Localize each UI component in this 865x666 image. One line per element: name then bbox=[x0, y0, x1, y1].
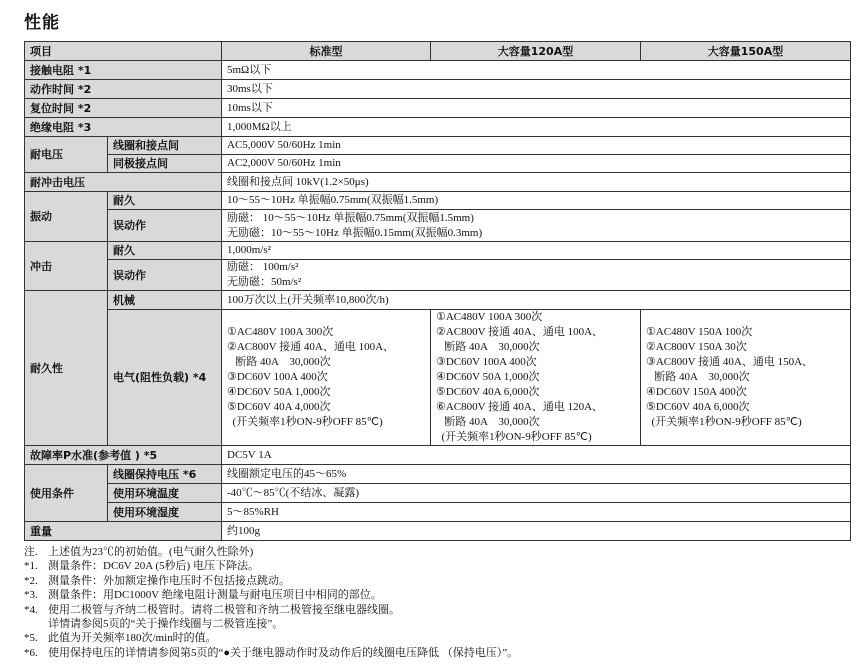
value-line: (开关频率1秒ON-9秒OFF 85℃) bbox=[436, 431, 592, 443]
table-row bbox=[25, 446, 851, 465]
sub-label: 电气(阻性负载) *4 bbox=[108, 310, 222, 446]
table-row bbox=[25, 291, 851, 310]
row-label: 故障率P水准(参考值 ) *5 bbox=[25, 446, 222, 465]
row-value: 10ms以下 bbox=[222, 99, 851, 118]
value-line: ⑥AC800V 接通 40A、通电 120A、 bbox=[436, 401, 604, 413]
footnote-mark: *4. bbox=[24, 603, 38, 616]
footnote-text: 使用保持电压的详情请参阅第5页的“●关于继电器动作时及动作后的线圈电压降低 （保持电压）”。 bbox=[48, 646, 519, 659]
row-label: 重量 bbox=[25, 522, 222, 541]
page-title: 性能 bbox=[24, 13, 60, 33]
value-line: 断路 40A 30,000次 bbox=[227, 356, 331, 368]
footnote bbox=[24, 588, 854, 602]
table-row bbox=[25, 484, 851, 503]
footnote-mark: 注. bbox=[24, 546, 38, 558]
row-value: 1,000MΩ以上 bbox=[222, 118, 851, 137]
value-line: ③DC60V 100A 400次 bbox=[436, 356, 537, 368]
row-value: 1,000m/s² bbox=[222, 242, 851, 260]
table-row bbox=[25, 242, 851, 260]
table-row bbox=[25, 155, 851, 173]
value-line: (开关频率1秒ON-9秒OFF 85℃) bbox=[227, 416, 383, 428]
footnote-mark: *1. bbox=[24, 560, 38, 573]
value-line: ⑤DC60V 40A 6,000次 bbox=[436, 386, 540, 398]
value-line: 断路 40A 30,000次 bbox=[436, 416, 540, 428]
row-label: 耐久性 bbox=[25, 291, 108, 446]
value-line: 断路 40A 30,000次 bbox=[646, 371, 750, 383]
table-row bbox=[25, 465, 851, 484]
electrical-standard-cell bbox=[222, 310, 431, 446]
value-line: ①AC480V 100A 300次 bbox=[227, 326, 334, 338]
row-value: 线圈额定电压的45～65% bbox=[222, 465, 851, 484]
header-item: 项目 bbox=[25, 42, 222, 61]
header-150a: 大容量150A型 bbox=[641, 42, 851, 61]
footnote bbox=[24, 559, 854, 573]
value-line: ①AC480V 150A 100次 bbox=[646, 326, 753, 338]
table-row bbox=[25, 118, 851, 137]
table-row bbox=[25, 310, 851, 446]
table-row bbox=[25, 260, 851, 291]
sub-label: 误动作 bbox=[108, 260, 222, 291]
value-line: 无励磁：50m/s² bbox=[227, 276, 302, 288]
table-row bbox=[25, 210, 851, 242]
table-row bbox=[25, 61, 851, 80]
sub-label: 同极接点间 bbox=[108, 155, 222, 173]
table-row bbox=[25, 99, 851, 118]
footnote bbox=[24, 574, 854, 588]
value-line: 励磁： 10～55～10Hz 单振幅0.75mm(双振幅1.5mm) bbox=[227, 211, 474, 224]
sub-label: 耐久 bbox=[108, 192, 222, 210]
table-row bbox=[25, 192, 851, 210]
footnotes bbox=[24, 545, 854, 660]
table-row bbox=[25, 522, 851, 541]
footnote-text: 测量条件：用DC1000V 绝缘电阻计测量与耐电压项目中相同的部位。 bbox=[48, 589, 382, 602]
row-label: 复位时间 *2 bbox=[25, 99, 222, 118]
footnote bbox=[24, 545, 854, 559]
value-line: 断路 40A 30,000次 bbox=[436, 341, 540, 353]
electrical-150a-cell bbox=[641, 310, 851, 446]
row-value: 5～85%RH bbox=[222, 503, 851, 522]
footnote-text: 使用二极管与齐纳二极管时。请将二极管和齐纳二极管接至继电器线圈。 bbox=[48, 603, 400, 616]
row-value: 约100g bbox=[222, 522, 851, 541]
row-value bbox=[222, 260, 851, 291]
footnote-text: 上述值为23℃的初始值。(电气耐久性除外) bbox=[48, 546, 254, 558]
footnote-mark: *2. bbox=[24, 574, 38, 587]
row-value: 5mΩ以下 bbox=[222, 61, 851, 80]
row-label: 耐冲击电压 bbox=[25, 173, 222, 192]
row-label: 动作时间 *2 bbox=[25, 80, 222, 99]
row-label: 耐电压 bbox=[25, 137, 108, 173]
row-value: 100万次以上(开关频率10,800次/h) bbox=[222, 291, 851, 310]
row-value: 10～55～10Hz 单振幅0.75mm(双振幅1.5mm) bbox=[222, 192, 851, 210]
row-value: AC2,000V 50/60Hz 1min bbox=[222, 155, 851, 173]
value-line: ④DC60V 50A 1,000次 bbox=[227, 386, 331, 398]
sub-label: 使用环境湿度 bbox=[108, 503, 222, 522]
value-line: ④DC60V 50A 1,000次 bbox=[436, 371, 540, 383]
row-value: -40℃～85℃(不结冰、凝露) bbox=[222, 484, 851, 503]
value-line: 无励磁：10～55～10Hz 单振幅0.15mm(双振幅0.3mm) bbox=[227, 226, 483, 239]
header-standard: 标准型 bbox=[222, 42, 431, 61]
footnote-text: 此值为开关频率180次/min时的值。 bbox=[48, 632, 217, 645]
table-row bbox=[25, 137, 851, 155]
row-label: 使用条件 bbox=[25, 465, 108, 522]
footnote bbox=[24, 603, 854, 617]
row-value bbox=[222, 210, 851, 242]
sub-label: 线圈保持电压 *6 bbox=[108, 465, 222, 484]
row-value: 线圈和接点间 10kV(1.2×50μs) bbox=[222, 173, 851, 192]
table-row bbox=[25, 173, 851, 192]
footnote bbox=[24, 631, 854, 645]
value-line: (开关频率1秒ON-9秒OFF 85℃) bbox=[646, 416, 802, 428]
value-line: ③DC60V 100A 400次 bbox=[227, 371, 328, 383]
sub-label: 机械 bbox=[108, 291, 222, 310]
value-line: ②AC800V 接通 40A、通电 100A、 bbox=[436, 326, 604, 338]
performance-table bbox=[24, 41, 851, 541]
value-line: ②AC800V 150A 30次 bbox=[646, 341, 747, 353]
sub-label: 线圈和接点间 bbox=[108, 137, 222, 155]
sub-label: 使用环境温度 bbox=[108, 484, 222, 503]
row-value: DC5V 1A bbox=[222, 446, 851, 465]
value-line: ⑤DC60V 40A 4,000次 bbox=[227, 401, 331, 413]
footnote-mark: *6. bbox=[24, 646, 38, 659]
row-label: 接触电阻 *1 bbox=[25, 61, 222, 80]
value-line: ④DC60V 150A 400次 bbox=[646, 386, 747, 398]
table-header-row bbox=[25, 42, 851, 61]
value-line: 励磁： 100m/s² bbox=[227, 261, 299, 273]
value-line: ①AC480V 100A 300次 bbox=[436, 311, 543, 323]
footnote-mark: *3. bbox=[24, 589, 38, 602]
electrical-120a-cell bbox=[431, 310, 641, 446]
row-value: 30ms以下 bbox=[222, 80, 851, 99]
header-120a: 大容量120A型 bbox=[431, 42, 641, 61]
value-line: ③AC800V 接通 40A、通电 150A、 bbox=[646, 356, 814, 368]
value-line: ⑤DC60V 40A 6,000次 bbox=[646, 401, 750, 413]
row-value: AC5,000V 50/60Hz 1min bbox=[222, 137, 851, 155]
footnote bbox=[24, 646, 854, 660]
sub-label: 耐久 bbox=[108, 242, 222, 260]
footnote-text: 测量条件：DC6V 20A (5秒后) 电压下降法。 bbox=[48, 560, 259, 573]
footnote-mark: *5. bbox=[24, 632, 38, 645]
value-line: ②AC800V 接通 40A、通电 100A、 bbox=[227, 341, 395, 353]
table-row bbox=[25, 503, 851, 522]
row-label: 振动 bbox=[25, 192, 108, 242]
sub-label: 误动作 bbox=[108, 210, 222, 242]
table-row bbox=[25, 80, 851, 99]
row-label: 绝缘电阻 *3 bbox=[25, 118, 222, 137]
footnote-text: 测量条件：外加额定操作电压时不包括接点跳动。 bbox=[48, 574, 290, 587]
row-label: 冲击 bbox=[25, 242, 108, 291]
footnote-continuation: 详情请参阅5页的“关于操作线圈与二极管连接”。 bbox=[48, 618, 284, 631]
